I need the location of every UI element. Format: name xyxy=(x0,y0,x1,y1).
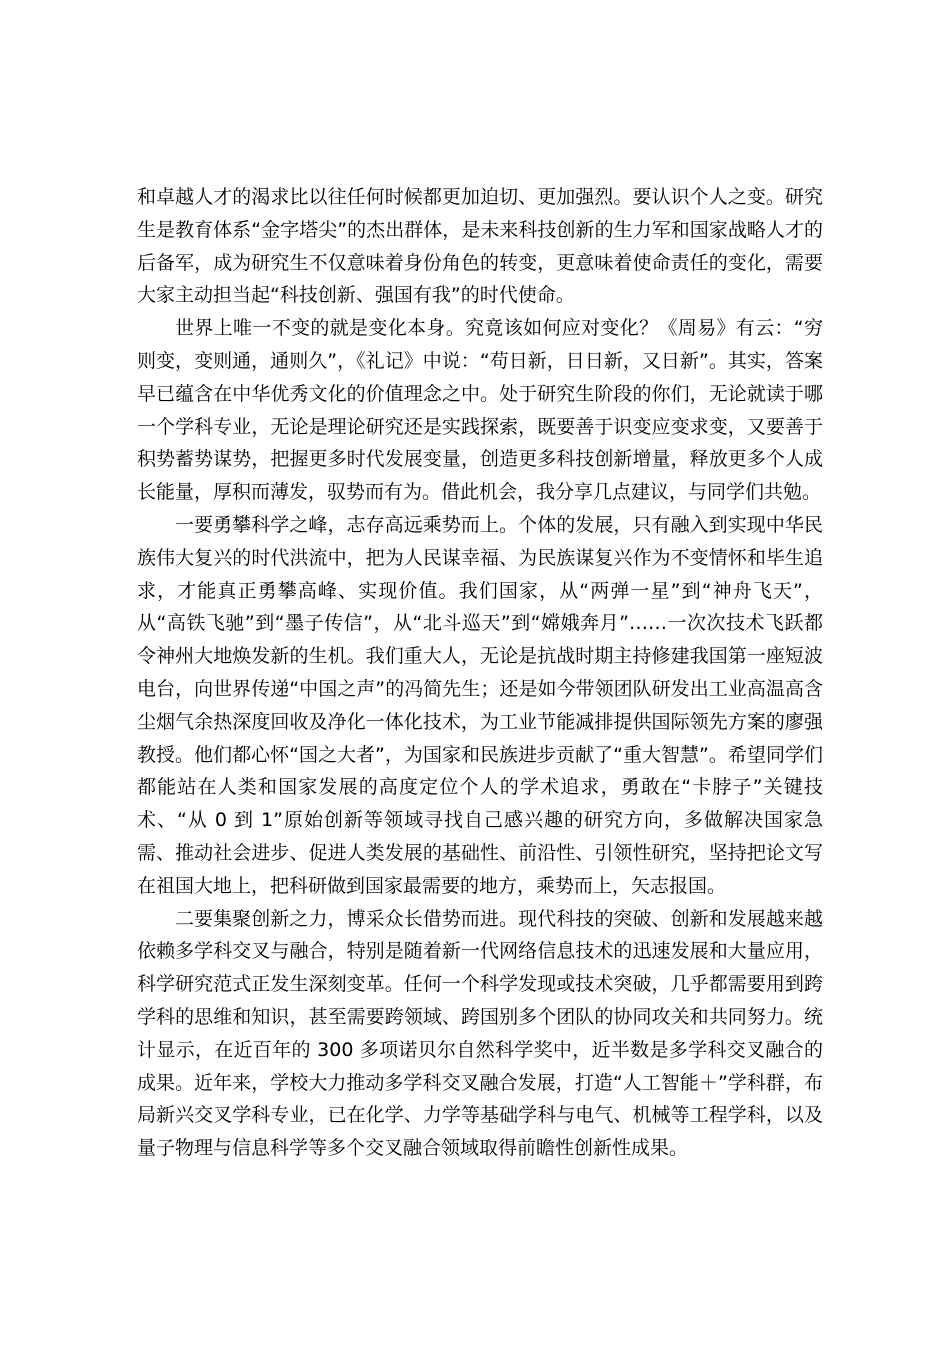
paragraph-2: 世界上唯一不变的就是变化本身。究竟该如何应对变化？《周易》有云：“穷则变，变则通，通则久”，《礼记》中说：“苟日新，日日新，又日新”。其实，答案早已蕴含在中华优秀文化的价值理念之中。处于研究生阶段的你们，无论就读于哪一个学科专业，无论是理论研究还是实践探索，既要善于识变应变求变，又要善于积势蓄势谋势，把握更多时代发展变量，创造更多科技创新增量，释放更多个人成长能量，厚积而薄发，驭势而有为。借此机会，我分享几点建议，与同学们共勉。 xyxy=(137,317,823,504)
paragraph-1: 和卓越人才的渴求比以往任何时候都更加迫切、更加强烈。要认识个人之变。研究生是教育体系“金字塔尖”的杰出群体，是未来科技创新的生力军和国家战略人才的后备军，成为研究生不仅意味着身份角色的转变，更意味着使命责任的变化，需要大家主动担当起“科技创新、强国有我”的时代使命。 xyxy=(137,186,823,307)
body-text xyxy=(137,181,823,1165)
paragraph-3: 一要勇攀科学之峰，志存高远乘势而上。个体的发展，只有融入到实现中华民族伟大复兴的时代洪流中，把为人民谋幸福、为民族谋复兴作为不变情怀和毕生追求，才能真正勇攀高峰、实现价值。我们国家，从“两弹一星”到“神舟飞天”，从“高铁飞驰”到“墨子传信”，从“北斗巡天”到“嫦娥奔月”……一次次技术飞跃都令神州大地焕发新的生机。我们重大人，无论是抗战时期主持修建我国第一座短波电台，向世界传递“中国之声”的冯简先生；还是如今带领团队研发出工业高温高含尘烟气余热深度回收及净化一体化技术，为工业节能减排提供国际领先方案的廖强教授。他们都心怀“国之大者”，为国家和民族进步贡献了“重大智慧”。希望同学们都能站在人类和国家发展的高度定位个人的学术追求，勇敢在“卡脖子”关键技术、“从 0 到 1”原始创新等领域寻找自己感兴趣的研究方向，多做解决国家急需、推动社会进步、促进人类发展的基础性、前沿性、引领性研究，坚持把论文写在祖国大地上，把科研做到国家最需要的地方，乘势而上，矢志报国。 xyxy=(137,513,823,897)
paragraph-4: 二要集聚创新之力，博采众长借势而进。现代科技的突破、创新和发展越来越依赖多学科交叉与融合，特别是随着新一代网络信息技术的迅速发展和大量应用，科学研究范式正发生深刻变革。任何一个科学发现或技术突破，几乎都需要用到跨学科的思维和知识，甚至需要跨领域、跨国别多个团队的协同攻关和共同努力。统计显示，在近百年的 300 多项诺贝尔自然科学奖中，近半数是多学科交叉融合的成果。近年来，学校大力推动多学科交叉融合发展，打造“人工智能＋”学科群，布局新兴交叉学科专业，已在化学、力学等基础学科与电气、机械等工程学科，以及量子物理与信息科学等多个交叉融合领域取得前瞻性创新性成果。 xyxy=(137,907,823,1160)
